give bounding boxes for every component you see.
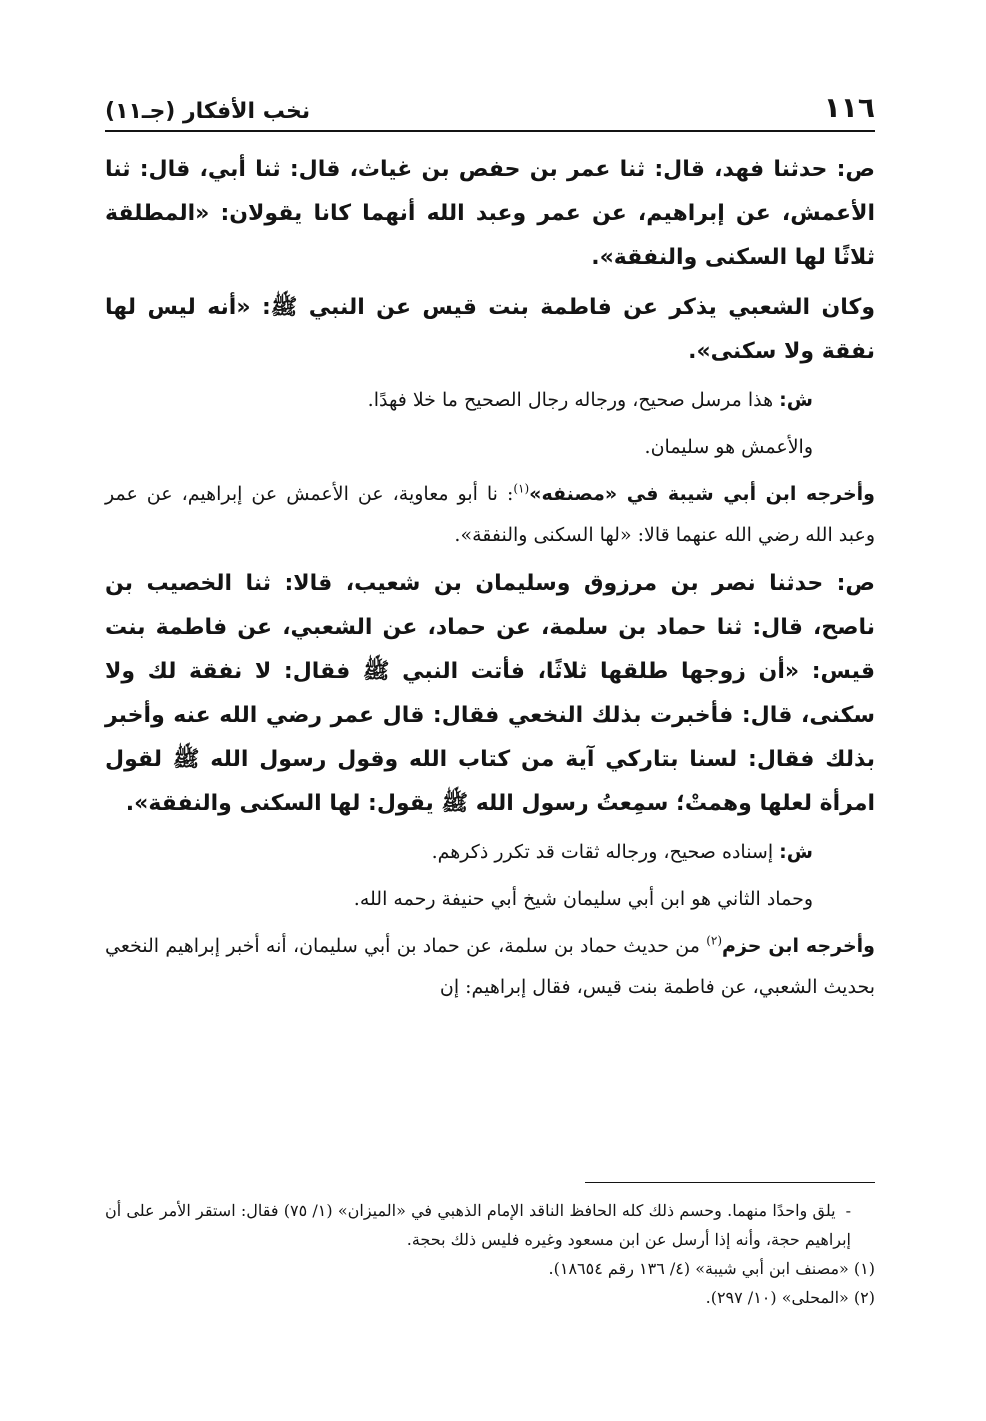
footnote-2: (٢) «المحلى» (١٠/ ٢٩٧). [705, 1288, 875, 1307]
commentary-marker: ش: [779, 841, 813, 863]
footnote-continuation: -يلق واحدًا منهما. وحسم ذلك كله الحافظ الناقد الإمام الذهبي في «الميزان» (١/ ٧٥) فقال: استقر الأمر على أن إبراهيم حجة، وأنه إذا أرسل عن ابن مسعود وغيره فليس ذلك بحجة. [105, 1201, 851, 1249]
paragraph-commentary: ش: إسناده صحيح، ورجاله ثقات قد تكرر ذكرهم. [431, 841, 813, 863]
source-lead: وأخرجه ابن حزم [722, 935, 875, 957]
footnotes [105, 1196, 875, 1312]
running-title: نخب الأفكار (جـ١١) [105, 99, 311, 124]
footnote-ref[interactable]: (١) [513, 481, 530, 496]
footnote-ref[interactable]: (٢) [706, 933, 723, 948]
paragraph-hadith-text: وكان الشعبي يذكر عن فاطمة بنت قيس عن النبي ﷺ: «أنه ليس لها نفقة ولا سكنى». [105, 295, 875, 364]
paragraph-hadith-text: ص: حدثنا فهد، قال: ثنا عمر بن حفص بن غياث، قال: ثنا أبي، قال: ثنا الأعمش، عن إبراهيم، عن عمر وعبد الله أنهما كانا يقولان: «المطلقة ثلاثًا لها السكنى والنفقة». [105, 157, 875, 270]
page-header [105, 80, 875, 132]
book-page [105, 80, 875, 1380]
commentary-marker: ش: [779, 389, 813, 411]
paragraph-commentary: والأعمش هو سليمان. [644, 436, 813, 458]
source-lead: وأخرجه ابن أبي شيبة في «مصنفه» [529, 483, 875, 505]
footnote-1: (١) «مصنف ابن أبي شيبة» (٤/ ١٣٦ رقم ١٨٦٥٤). [548, 1259, 875, 1278]
paragraph-commentary: وأخرجه ابن حزم$^{(٢)}$ من حديث حماد بن سلمة، عن حماد بن أبي سليمان، أنه أخبر إبراهيم النخعي بحديث الشعبي، عن فاطمة بنت قيس، فقال إبراهيم: إن [105, 933, 875, 998]
continuation-marker: - [845, 1201, 851, 1220]
paragraph-commentary: ش: هذا مرسل صحيح، ورجاله رجال الصحيح ما خلا فهدًا. [367, 389, 813, 411]
paragraph-hadith-text: ص: حدثنا نصر بن مرزوق وسليمان بن شعيب، قالا: ثنا الخصيب بن ناصح، قال: ثنا حماد بن سلمة، عن حماد، عن الشعبي، عن فاطمة بنت قيس: «أن زوجها طلقها ثلاثًا، فأتت النبي ﷺ فقال: لا نفقة لك ولا سكنى، قال: فأخبرت بذلك النخعي فقال: قال عمر رضي الله عنه وأخبر بذلك فقال: لسنا بتاركي آية من كتاب الله وقول رسول الله ﷺ لقول امرأة لعلها وهمتْ؛ سمِعتُ رسول الله ﷺ يقول: لها السكنى والنفقة». [105, 571, 875, 816]
page-number: ١١٦ [823, 91, 875, 124]
paragraph-commentary: وأخرجه ابن أبي شيبة في «مصنفه»$^{(١)}$: نا أبو معاوية، عن الأعمش عن إبراهيم، عن عمر وعبد الله رضي الله عنهما قالا: «لها السكنى والنفقة». [105, 481, 875, 546]
paragraph-commentary: وحماد الثاني هو ابن أبي سليمان شيخ أبي حنيفة رحمه الله. [353, 888, 813, 910]
page-body [105, 148, 875, 1014]
footnote-divider [585, 1182, 875, 1183]
